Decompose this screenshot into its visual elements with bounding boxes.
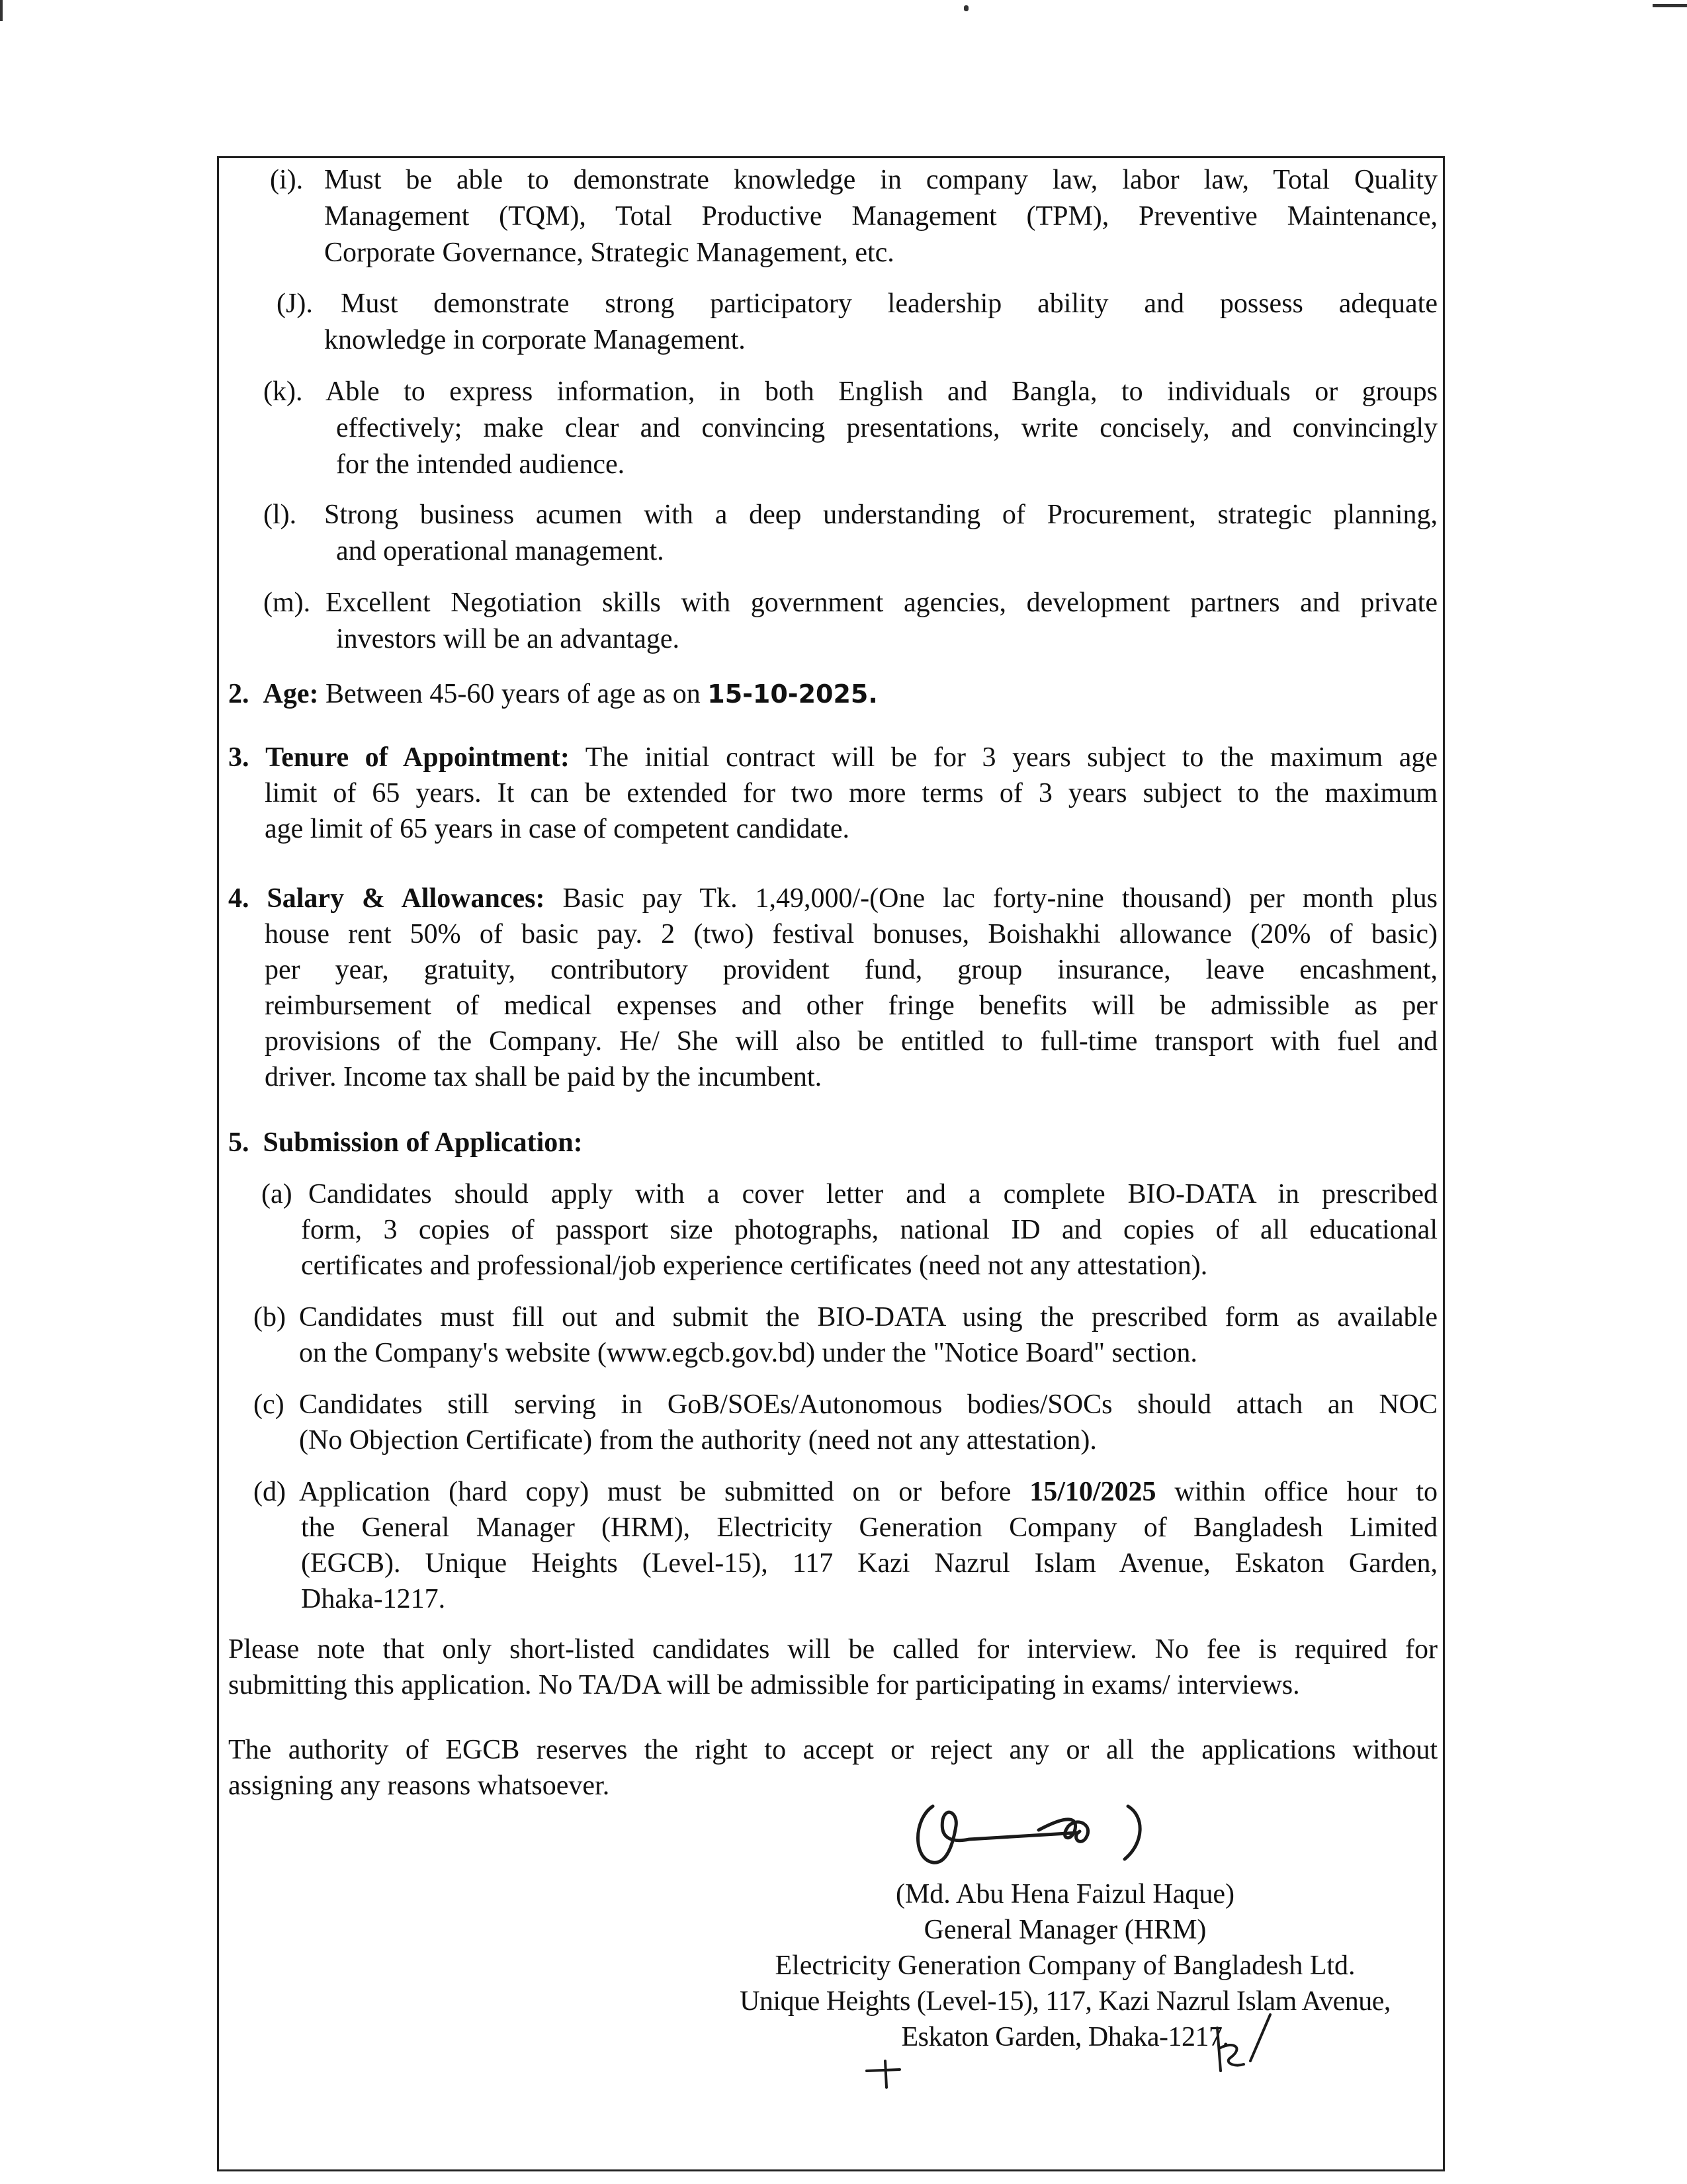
item-l-line2: and operational management. — [336, 536, 664, 566]
submission-d-line1-post: within office hour to — [1174, 1477, 1438, 1507]
salary-line5: provisions of the Company. He/ She will also be entitled to full-time transport with fuel and — [265, 1026, 1438, 1057]
salary-number: 4. — [228, 883, 249, 914]
submission-d-line4: Dhaka-1217. — [301, 1584, 446, 1614]
submission-c-line2: (No Objection Certificate) from the authority (need not any attestation). — [299, 1425, 1097, 1456]
authority-line2: assigning any reasons whatsoever. — [228, 1770, 610, 1801]
item-j-label: (J). — [277, 288, 313, 319]
signatory-address2: Eskaton Garden, Dhaka-1217. — [901, 2022, 1229, 2052]
item-l-label: (l). — [263, 500, 297, 530]
handwritten-signature — [906, 1780, 1184, 1879]
salary-line3: per year, gratuity, contributory provident fund, group insurance, leave encashment, — [265, 955, 1438, 985]
item-k-label: (k). — [263, 376, 303, 407]
note-line2: submitting this application. No TA/DA will be admissible for participating in exams/ interviews. — [228, 1670, 1300, 1700]
scan-mark-top — [964, 5, 969, 11]
signatory-designation: General Manager (HRM) — [924, 1915, 1207, 1945]
item-i-label: (i). — [270, 165, 304, 195]
authority-line1: The authority of EGCB reserves the right to accept or reject any or all the applications without — [228, 1735, 1438, 1765]
tenure-line1-text: The initial contract will be for 3 years subject to the maximum age — [585, 742, 1438, 773]
item-m-line2: investors will be an advantage. — [336, 624, 680, 654]
submission-d-line1-pre: Application (hard copy) must be submitted on or before — [299, 1477, 1012, 1507]
submission-heading: Submission of Application: — [263, 1127, 583, 1158]
submission-d-line3: (EGCB). Unique Heights (Level-15), 117 Kazi Nazrul Islam Avenue, Eskaton Garden, — [301, 1548, 1438, 1579]
item-m-line1: Excellent Negotiation skills with government agencies, development partners and private — [325, 588, 1438, 618]
signatory-address1: Unique Heights (Level-15), 117, Kazi Nazrul Islam Avenue, — [740, 1986, 1391, 2017]
submission-d-line2: the General Manager (HRM), Electricity Generation Company of Bangladesh Limited — [301, 1512, 1438, 1543]
item-j-line1: Must demonstrate strong participatory leadership ability and possess adequate — [341, 288, 1438, 319]
submission-number: 5. — [228, 1127, 249, 1158]
initial-mark-right — [1204, 2008, 1277, 2081]
salary-line1 — [228, 881, 1438, 916]
tenure-number: 3. — [228, 742, 249, 773]
submission-b-line2: on the Company's website (www.egcb.gov.bd) under the "Notice Board" section. — [299, 1338, 1197, 1368]
submission-a-line3: certificates and professional/job experience certificates (need not any attestation). — [301, 1250, 1208, 1281]
item-i-line1: Must be able to demonstrate knowledge in company law, labor law, Total Quality — [324, 165, 1438, 195]
item-k-line2: effectively; make clear and convincing presentations, write concisely, and convincingly — [336, 413, 1438, 443]
submission-c-label: (c) — [253, 1389, 284, 1420]
item-i-line2: Management (TQM), Total Productive Management (TPM), Preventive Maintenance, — [324, 201, 1438, 232]
salary-line1-text: Basic pay Tk. 1,49,000/-(One lac forty-nine thousand) per month plus — [562, 883, 1438, 914]
salary-line6: driver. Income tax shall be paid by the incumbent. — [265, 1062, 822, 1092]
submission-heading-row — [228, 1125, 583, 1160]
age-date: 15-10-2025. — [707, 679, 878, 709]
submission-a-line1: Candidates should apply with a cover letter and a complete BIO-DATA in prescribed — [308, 1179, 1438, 1209]
salary-line2: house rent 50% of basic pay. 2 (two) festival bonuses, Boishakhi allowance (20% of basic) — [265, 919, 1438, 949]
scan-mark-left — [0, 0, 3, 21]
signatory-name: (Md. Abu Hena Faizul Haque) — [895, 1879, 1235, 1909]
submission-c-line1: Candidates still serving in GoB/SOEs/Autonomous bodies/SOCs should attach an NOC — [299, 1389, 1438, 1420]
item-i-line3: Corporate Governance, Strategic Management, etc. — [324, 238, 894, 268]
tenure-line2: limit of 65 years. It can be extended for two more terms of 3 years subject to the maximum — [265, 778, 1438, 808]
salary-heading: Salary & Allowances: — [267, 883, 545, 914]
salary-line4: reimbursement of medical expenses and other fringe benefits will be admissible as per — [265, 990, 1438, 1021]
submission-b-label: (b) — [253, 1302, 286, 1332]
section-age — [228, 676, 878, 712]
tenure-line1 — [228, 740, 1438, 775]
age-heading: Age: — [263, 679, 319, 709]
item-k-line1: Able to express information, in both English and Bangla, to individuals or groups — [325, 376, 1438, 407]
scan-mark-top-right — [1653, 4, 1687, 7]
item-m-label: (m). — [263, 588, 311, 618]
tenure-heading: Tenure of Appointment: — [265, 742, 570, 773]
submission-b-line1: Candidates must fill out and submit the BIO-DATA using the prescribed form as available — [299, 1302, 1438, 1332]
note-line1: Please note that only short-listed candidates will be called for interview. No fee is required for — [228, 1634, 1438, 1665]
signatory-company: Electricity Generation Company of Bangladesh Ltd. — [775, 1950, 1356, 1981]
submission-d-line1 — [299, 1474, 1438, 1510]
age-text: Between 45-60 years of age as on — [325, 679, 701, 709]
age-number: 2. — [228, 679, 249, 709]
tenure-line3: age limit of 65 years in case of competent candidate. — [265, 814, 849, 844]
item-k-line3: for the intended audience. — [336, 449, 625, 480]
submission-d-date: 15/10/2025 — [1029, 1477, 1156, 1507]
item-j-line2: knowledge in corporate Management. — [324, 325, 746, 355]
submission-a-label: (a) — [261, 1179, 292, 1209]
item-l-line1: Strong business acumen with a deep understanding of Procurement, strategic planning, — [324, 500, 1438, 530]
submission-d-label: (d) — [253, 1477, 286, 1507]
submission-a-line2: form, 3 copies of passport size photographs, national ID and copies of all educational — [301, 1215, 1438, 1245]
initial-mark-left — [860, 2051, 913, 2091]
